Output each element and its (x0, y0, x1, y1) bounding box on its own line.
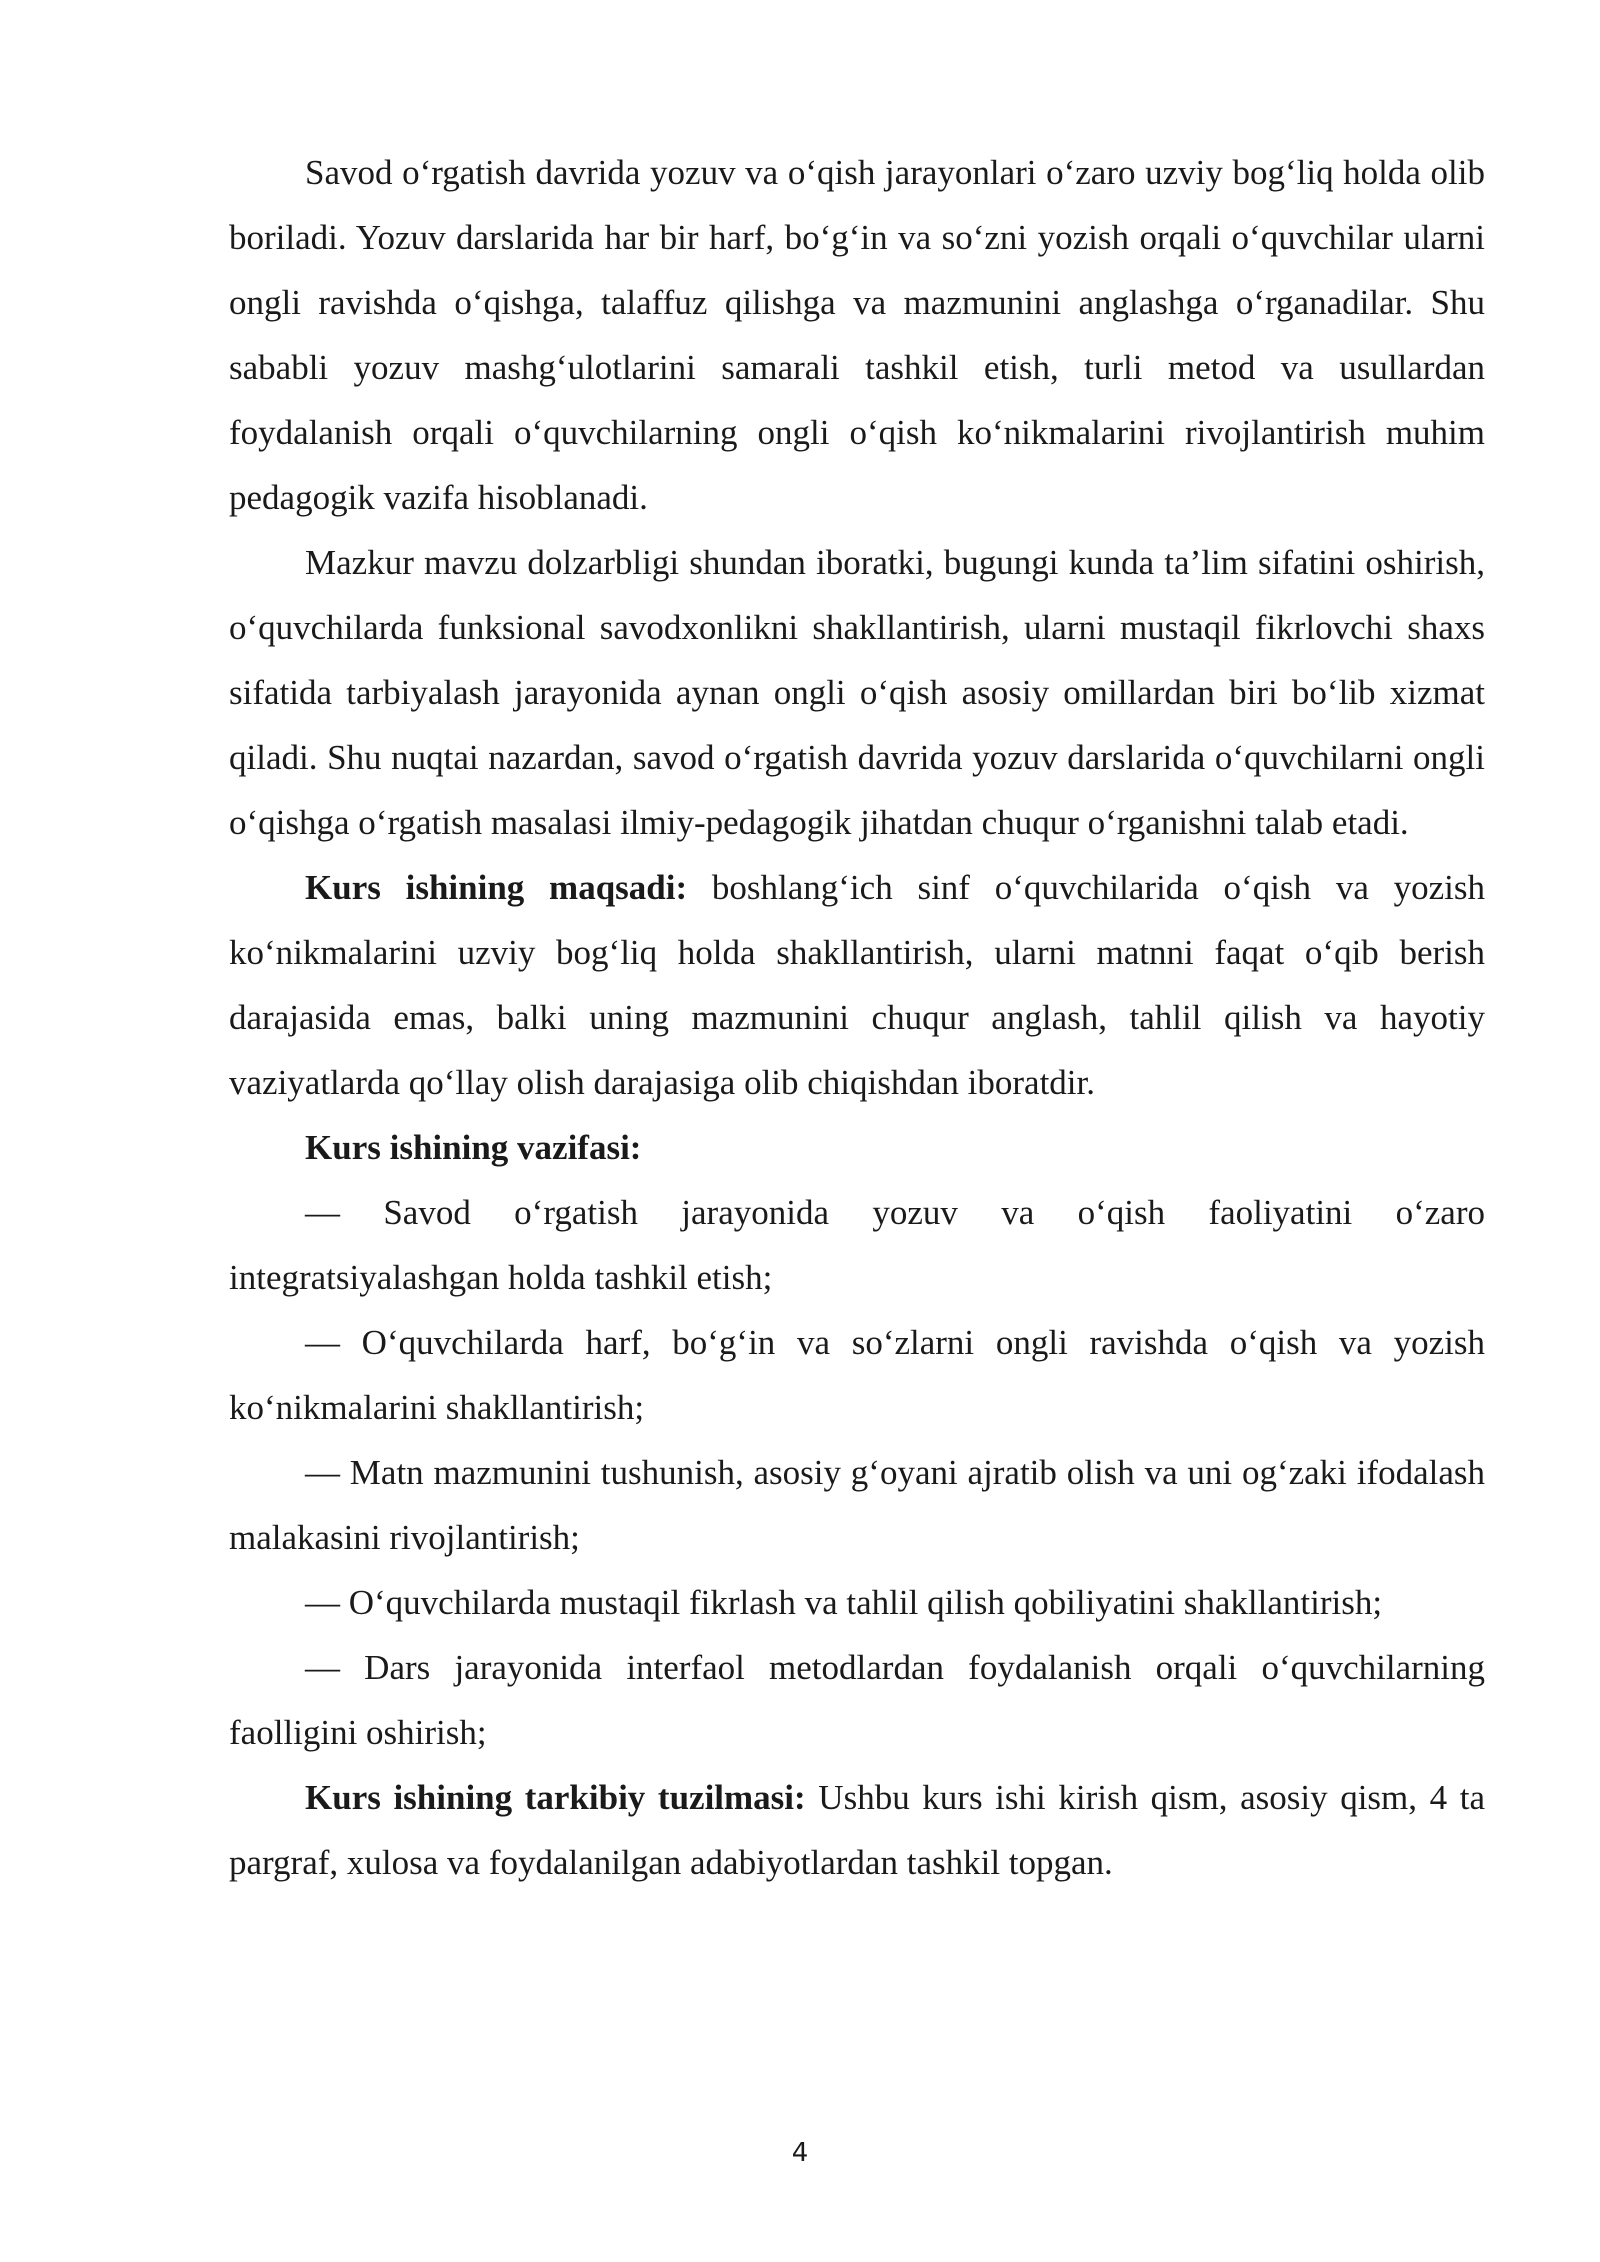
paragraph-structure (229, 1765, 1485, 1895)
paragraph-text: — O‘quvchilarda mustaqil fikrlash va tahlil qilish qobiliyatini shakllantirish; (305, 1583, 1383, 1622)
paragraph-text: Savod o‘rgatish davrida yozuv va o‘qish jarayonlari o‘zaro uzviy bog‘liq holda olib boriladi. Yozuv darslarida har bir harf, bo‘g‘in va so‘zni yozish orqali o‘quvchilar ularni ongli ravishda o‘qishga, talaffuz qilishga va mazmunini anglashga o‘rganadilar. Shu sababli yozuv mashg‘ulotlarini samarali tashkil etish, turli metod va usullardan foydalanish orqali o‘quvchilarning ongli o‘qish ko‘nikmalarini rivojlantirish muhim pedagogik vazifa hisoblanadi. (229, 153, 1485, 517)
task-item (229, 1310, 1485, 1440)
paragraph-text: boshlang‘ich sinf o‘quvchilarida o‘qish va yozish ko‘nikmalarini uzviy bog‘liq holda shakllantirish, ularni matnni faqat o‘qib berish darajasida emas, balki uning mazmunini chuqur anglash, tahlil qilish va hayotiy vaziyatlarda qo‘llay olish darajasiga olib chiqishdan iboratdir. (229, 868, 1485, 1102)
paragraph-intro (229, 140, 1485, 530)
task-item (229, 1440, 1485, 1570)
task-item (229, 1635, 1485, 1765)
paragraph-text: — Matn mazmunini tushunish, asosiy g‘oyani ajratib olish va uni og‘zaki ifodalash malakasini rivojlantirish; (229, 1453, 1485, 1557)
paragraph-text: — O‘quvchilarda harf, bo‘g‘in va so‘zlarni ongli ravishda o‘qish va yozish ko‘nikmalarini shakllantirish; (229, 1323, 1485, 1427)
paragraph-heading: Kurs ishining tarkibiy tuzilmasi: (305, 1778, 806, 1817)
paragraph-heading: Kurs ishining maqsadi: (305, 868, 688, 907)
paragraph-goal (229, 855, 1485, 1115)
page-number: 4 (791, 2138, 809, 2168)
document-body (229, 140, 1485, 1895)
task-item (229, 1570, 1485, 1635)
task-item (229, 1180, 1485, 1310)
paragraph-text: — Savod o‘rgatish jarayonida yozuv va o‘qish faoliyatini o‘zaro integratsiyalashgan holda tashkil etish; (229, 1193, 1485, 1297)
paragraph-text: Ushbu kurs ishi kirish qism, asosiy qism, 4 ta pargraf, xulosa va foydalanilgan adabiyotlardan tashkil topgan. (229, 1778, 1485, 1882)
paragraph-heading: Kurs ishining vazifasi: (305, 1128, 642, 1167)
paragraph-relevance (229, 530, 1485, 855)
paragraph-tasks-heading (229, 1115, 1485, 1180)
paragraph-text: — Dars jarayonida interfaol metodlardan foydalanish orqali o‘quvchilarning faolligini oshirish; (229, 1648, 1485, 1752)
paragraph-text: Mazkur mavzu dolzarbligi shundan iboratki, bugungi kunda ta’lim sifatini oshirish, o‘quvchilarda funksional savodxonlikni shakllantirish, ularni mustaqil fikrlovchi shaxs sifatida tarbiyalash jarayonida aynan ongli o‘qish asosiy omillardan biri bo‘lib xizmat qiladi. Shu nuqtai nazardan, savod o‘rgatish davrida yozuv darslarida o‘quvchilarni ongli o‘qishga o‘rgatish masalasi ilmiy-pedagogik jihatdan chuqur o‘rganishni talab etadi. (229, 543, 1485, 842)
